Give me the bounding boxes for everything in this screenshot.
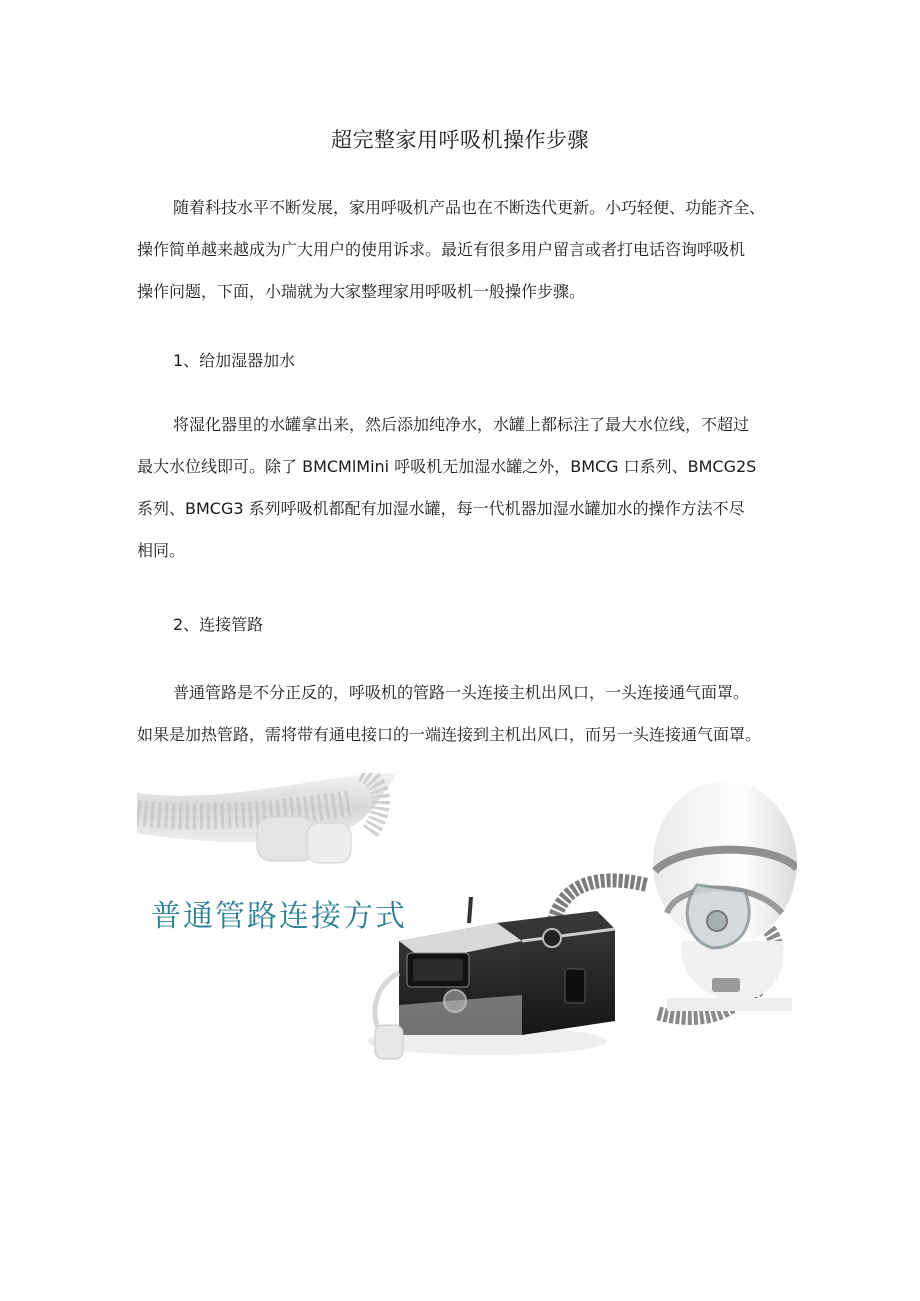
section-1-line: 将湿化器里的水罐拿出来，然后添加纯净水，水罐上都标注了最大水位线，不超过 (173, 415, 750, 434)
section-1-line: 相同。 (137, 541, 186, 560)
section-heading-text: 1、给加湿器加水 (173, 351, 296, 370)
figure-caption: 普通管路连接方式 (151, 899, 407, 934)
connection-figure (137, 773, 797, 1075)
intro-paragraph (137, 187, 797, 313)
section-heading-text: 2、连接管路 (173, 615, 264, 634)
mannequin-mask-image (653, 781, 797, 1011)
section-1-paragraph (137, 404, 797, 572)
section-1-line: 最大水位线即可。除了 BMCMlMini 呼吸机无加湿水罐之外，BMCG 口系列、BMCG2S (137, 457, 757, 476)
section-2-line: 普通管路是不分正反的，呼吸机的管路一头连接主机出风口，一头连接通气面罩。 (173, 683, 750, 702)
document-title: 超完整家用呼吸机操作步骤 (331, 128, 589, 152)
intro-line: 操作简单越来越成为广大用户的使用诉求。最近有很多用户留言或者打电话咨询呼吸机 (137, 240, 746, 259)
section-2-line: 如果是加热管路，需将带有通电接口的一端连接到主机出风口，而另一头连接通气面罩。 (137, 725, 762, 744)
tube-image (137, 773, 397, 863)
section-1-heading (137, 340, 797, 382)
section-2-heading (137, 604, 797, 646)
intro-line: 随着科技水平不断发展，家用呼吸机产品也在不断迭代更新。小巧轻便、功能齐全、 (173, 198, 766, 217)
section-2-paragraph (137, 672, 797, 756)
section-1-line: 系列、BMCG3 系列呼吸机都配有加湿水罐，每一代机器加湿水罐加水的操作方法不尽 (137, 499, 745, 518)
intro-line: 操作问题，下面，小瑞就为大家整理家用呼吸机一般操作步骤。 (137, 282, 586, 301)
